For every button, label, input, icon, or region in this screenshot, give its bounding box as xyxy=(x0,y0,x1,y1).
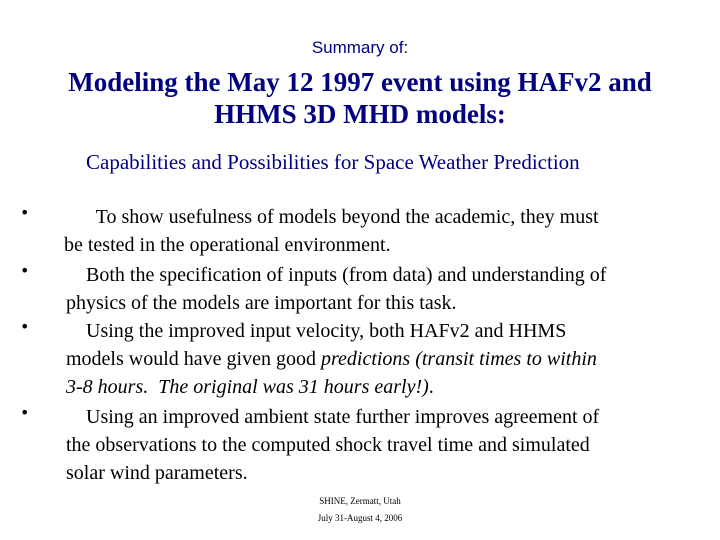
summary-label: Summary of: xyxy=(311,38,409,57)
bullet-item-3 xyxy=(66,317,597,401)
bullet-3-line-2 xyxy=(66,345,597,373)
footer-line-2: July 31-August 4, 2006 xyxy=(317,513,403,523)
title-line-1: Modeling the May 12 1997 event using HAFv2 and xyxy=(68,67,652,97)
bullet-item-2 xyxy=(66,261,606,317)
footer-line-1: SHINE, Zermatt, Utah xyxy=(319,496,401,506)
bullet-3-line-2-text: models would have given good xyxy=(66,348,321,370)
bullet-4-line-2: the observations to the computed shock travel time and simulated xyxy=(66,434,590,456)
bullet-4-line-1: Using an improved ambient state further improves agreement of xyxy=(66,406,600,428)
bullet-2-line-1: Both the specification of inputs (from data) and understanding of xyxy=(66,264,607,286)
bullet-item-4 xyxy=(66,403,599,487)
page-title xyxy=(0,66,720,130)
bullet-icon: • xyxy=(20,261,30,280)
bullet-1-line-1: To show usefulness of models beyond the academic, they must xyxy=(66,206,599,228)
bullet-3-line-3-end: . xyxy=(428,376,434,398)
bullet-3-line-3-italic: 3-8 hours. The original was 31 hours early!) xyxy=(66,376,429,398)
bullet-item-1 xyxy=(66,203,599,259)
title-line-2: HHMS 3D MHD models: xyxy=(214,99,506,129)
bullet-3-line-1: Using the improved input velocity, both HAFv2 and HHMS xyxy=(66,320,567,342)
bullet-1-line-2: be tested in the operational environment. xyxy=(64,234,391,256)
bullet-icon: • xyxy=(20,403,30,422)
bullet-4-line-3: solar wind parameters. xyxy=(66,462,248,484)
bullet-2-line-2: physics of the models are important for this task. xyxy=(66,292,457,314)
subtitle: Capabilities and Possibilities for Space Weather Prediction xyxy=(86,150,580,174)
bullet-icon: • xyxy=(20,317,30,336)
bullet-icon: • xyxy=(20,203,30,222)
bullet-3-line-3 xyxy=(66,373,597,401)
bullet-3-line-2-italic: predictions (transit times to within xyxy=(320,348,597,370)
